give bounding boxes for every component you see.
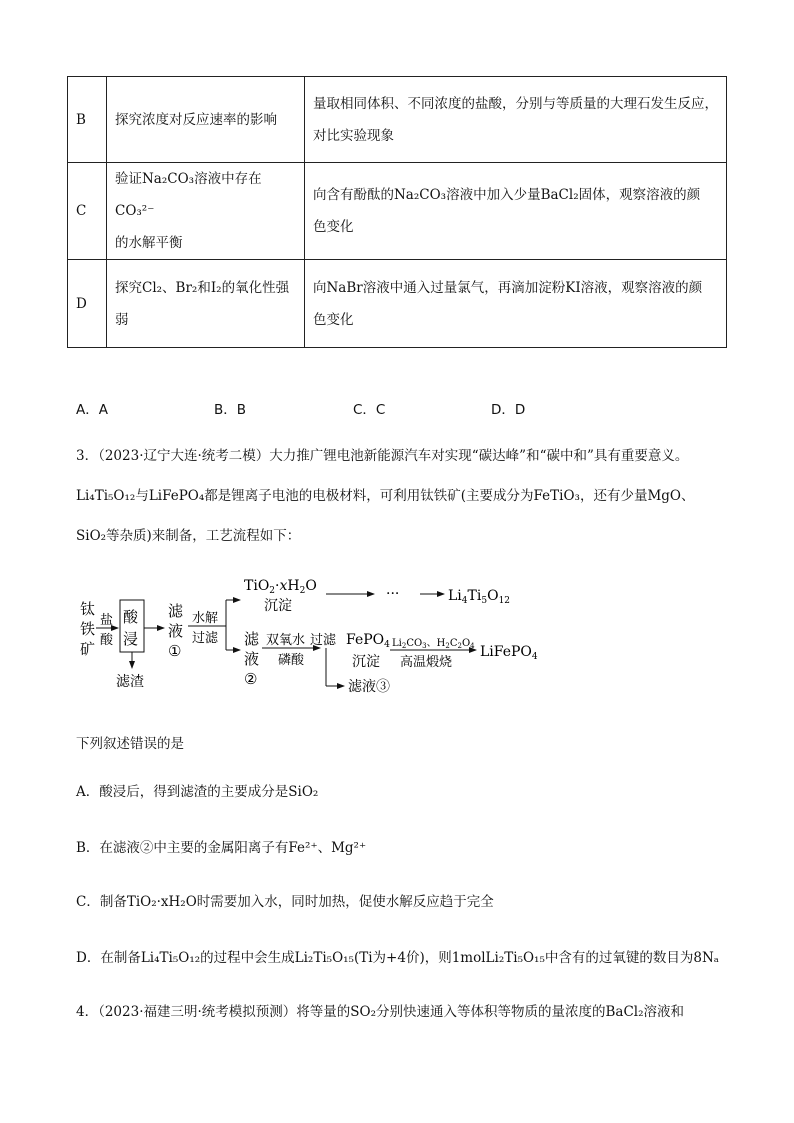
h3po4-label: 磷酸	[278, 653, 305, 668]
filtrate1-label-2: 液	[168, 622, 184, 640]
row-key: B	[68, 77, 107, 163]
table-row	[68, 260, 727, 348]
option-c: C．C	[353, 402, 386, 418]
choice-b: B．在滤液②中主要的金属阳离子有Fe²⁺、Mg²⁺	[76, 840, 367, 856]
filter2-label: 过滤	[310, 633, 337, 648]
raw-label-2: 铁	[80, 620, 96, 638]
fepo4-label: FePO$_4$	[346, 632, 390, 650]
method-line: 色变化	[313, 311, 354, 328]
residue-label: 滤渣	[116, 674, 144, 690]
row-method	[305, 260, 727, 348]
option-a: A．A	[76, 402, 108, 418]
leach-label-1: 酸	[123, 608, 139, 626]
leach-label-2: 浸	[123, 630, 139, 648]
table-row	[68, 163, 727, 260]
row-method	[305, 163, 727, 260]
purpose-line: 验证Na₂CO₃溶液中存在CO₃²⁻	[115, 171, 262, 219]
row-key: C	[68, 163, 107, 260]
choice-c: C．制备TiO₂·xH₂O时需要加入水，同时加热，促使水解反应趋于完全	[76, 894, 494, 910]
question-3-line2: Li₄Ti₅O₁₂与LiFePO₄都是锂离子电池的电极材料，可利用钛铁矿(主要成分为FeTiO₃，还有少量MgO、	[76, 488, 695, 504]
lto-label: $Li_4Ti_5O_{12}$	[448, 588, 511, 606]
filtrate1-label-1: 滤	[168, 602, 184, 620]
purpose-line: 探究Cl₂、Br₂和I₂的氧化性强	[115, 279, 290, 296]
filter1-label: 过滤	[192, 631, 219, 646]
method-line: 向含有酚酞的Na₂CO₃溶液中加入少量BaCl₂固体，观察溶液的颜	[313, 187, 701, 203]
purpose-line: 的水解平衡	[115, 235, 183, 251]
raw-label-1: 钛	[80, 600, 96, 618]
row-purpose	[107, 163, 305, 260]
acid-label-1: 盐	[100, 613, 114, 628]
raw-label-3: 矿	[80, 640, 96, 658]
tio2-label: $TiO_2\cdot xH_2O$	[244, 578, 317, 596]
reagents-label: $Li_2CO_3$、$H_2C_2O_4$	[392, 638, 475, 650]
options-table	[67, 76, 727, 348]
question-4-title: 4．（2023·福建三明·统考模拟预测）将等量的SO₂分别快速通入等体积等物质的量浓度的BaCl₂溶液和	[76, 1004, 685, 1020]
table-row	[68, 77, 727, 163]
row-purpose	[107, 260, 305, 348]
filtrate1-label-3: ①	[168, 642, 182, 660]
option-b: B．B	[214, 402, 247, 418]
question-3-line3: SiO₂等杂质)来制备，工艺流程如下：	[76, 528, 301, 544]
h2o2-label: 双氧水	[266, 633, 306, 648]
acid-label-2: 酸	[100, 633, 114, 648]
calcine-label: 高温煅烧	[400, 655, 453, 670]
question-3-title: 3．（2023·辽宁大连·统考二模）大力推广锂电池新能源汽车对实现“碳达峰”和“碳中和”具有重要意义。	[76, 448, 689, 464]
row-key: D	[68, 260, 107, 348]
ellipsis-label: ···	[386, 586, 400, 602]
option-d: D．D	[491, 402, 526, 418]
purpose-line: 弱	[115, 311, 129, 328]
choice-a: A．酸浸后，得到滤渣的主要成分是SiO₂	[76, 784, 319, 800]
tio2-ppt-label: 沉淀	[264, 598, 292, 614]
method-line: 色变化	[313, 219, 354, 235]
hydrolysis-label: 水解	[192, 611, 219, 626]
method-line: 向NaBr溶液中通入过量氯气，再滴加淀粉KI溶液，观察溶液的颜	[313, 279, 703, 296]
question-3-stem: 下列叙述错误的是	[76, 736, 184, 752]
row-method	[305, 77, 727, 163]
row-purpose: 探究浓度对反应速率的影响	[107, 77, 305, 163]
filtrate2-label-3: ②	[244, 670, 258, 688]
filtrate2-label-1: 滤	[244, 630, 260, 648]
filtrate2-label-2: 液	[244, 650, 260, 668]
method-line: 量取相同体积、不同浓度的盐酸，分别与等质量的大理石发生反应，	[313, 95, 718, 112]
process-flow-diagram	[74, 570, 654, 700]
filtrate3-label: 滤液③	[348, 679, 390, 695]
lfp-label: LiFePO$_4$	[480, 644, 538, 662]
fepo4-ppt-label: 沉淀	[352, 654, 380, 670]
method-line: 对比实验现象	[313, 127, 394, 144]
choice-d: D．在制备Li₄Ti₅O₁₂的过程中会生成Li₂Ti₅O₁₅(Ti为+4价)，则1molLi₂Ti₅O₁₅中含有的过氧键的数目为8Nₐ	[76, 950, 719, 966]
